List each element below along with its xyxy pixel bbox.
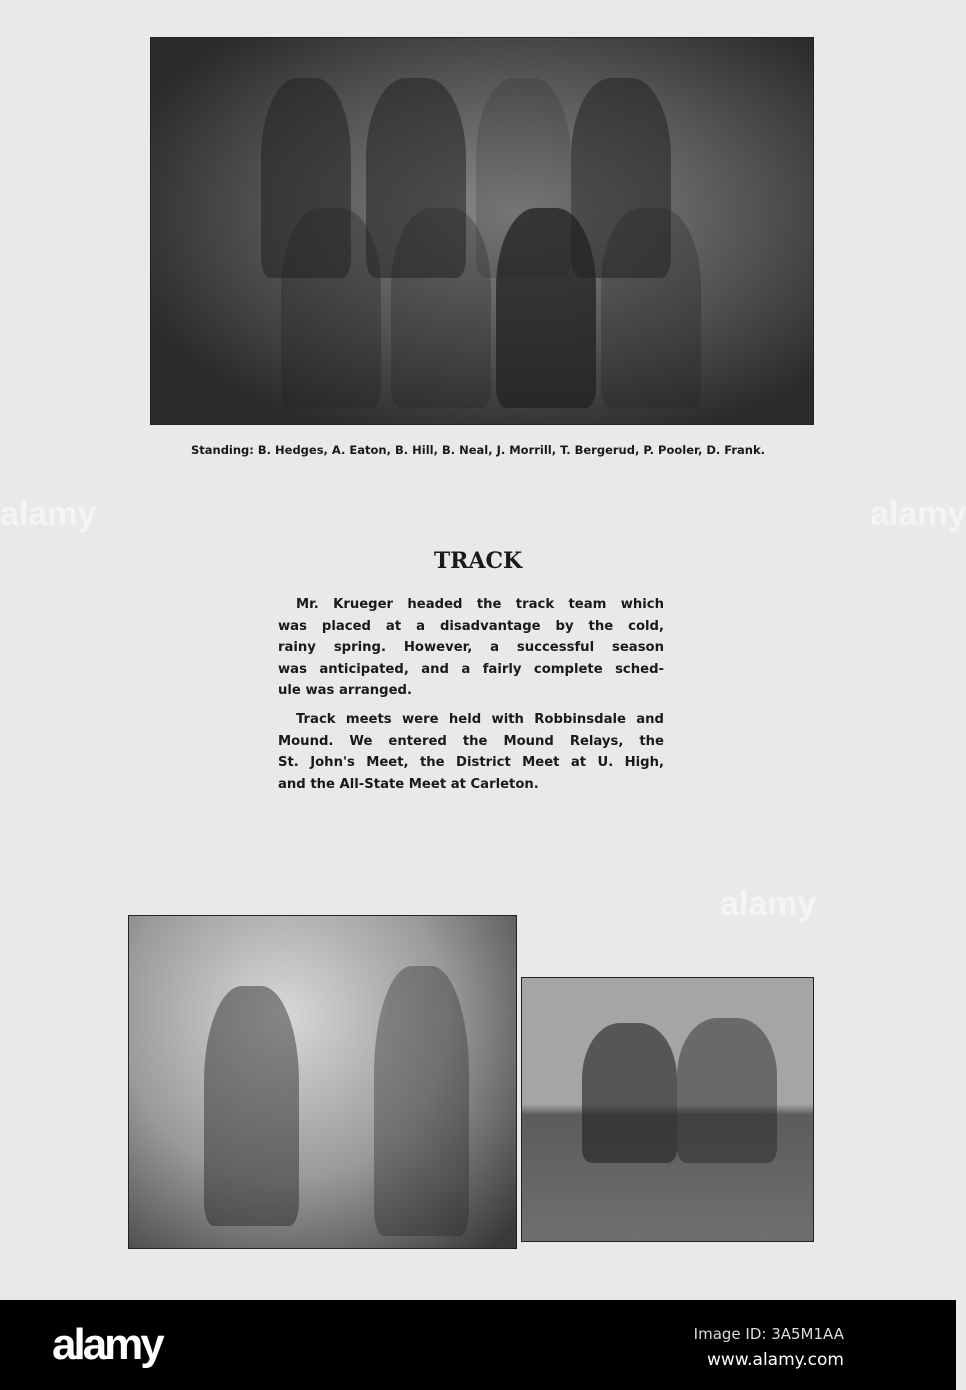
team-group-photo <box>150 37 814 425</box>
paragraph-1 <box>278 594 664 702</box>
text-line: Track meets were held with Robbinsdale and <box>296 712 664 727</box>
image-id: Image ID: 3A5M1AA <box>693 1325 844 1343</box>
text-line: Mr. Krueger headed the track team which <box>296 597 664 612</box>
text-line: was anticipated, and a fairly complete sched- <box>278 661 664 677</box>
paragraph-2 <box>278 709 664 795</box>
text-line: was placed at a disadvantage by the cold, <box>278 618 664 634</box>
photo-caption: Standing: B. Hedges, A. Eaton, B. Hill, B. Neal, J. Morrill, T. Bergerud, P. Pooler, D. Frank. <box>190 443 766 457</box>
site-url: www.alamy.com <box>706 1350 844 1370</box>
text-line: and the All-State Meet at Carleton. <box>278 776 539 792</box>
watermark: alamy <box>870 495 966 533</box>
text-line: ule was arranged. <box>278 683 412 699</box>
two-runners-standing-photo <box>128 915 517 1249</box>
text-line: Mound. We entered the Mound Relays, the <box>278 733 664 749</box>
stock-footer <box>0 1300 956 1390</box>
alamy-logo: alamy <box>52 1320 162 1369</box>
text-line: St. John's Meet, the District Meet at U. High, <box>278 755 664 771</box>
watermark: alamy <box>720 885 817 923</box>
watermark: alamy <box>0 495 97 533</box>
section-title: TRACK <box>433 548 523 574</box>
text-line: rainy spring. However, a successful season <box>278 640 664 656</box>
two-runners-crouching-photo <box>521 977 814 1242</box>
